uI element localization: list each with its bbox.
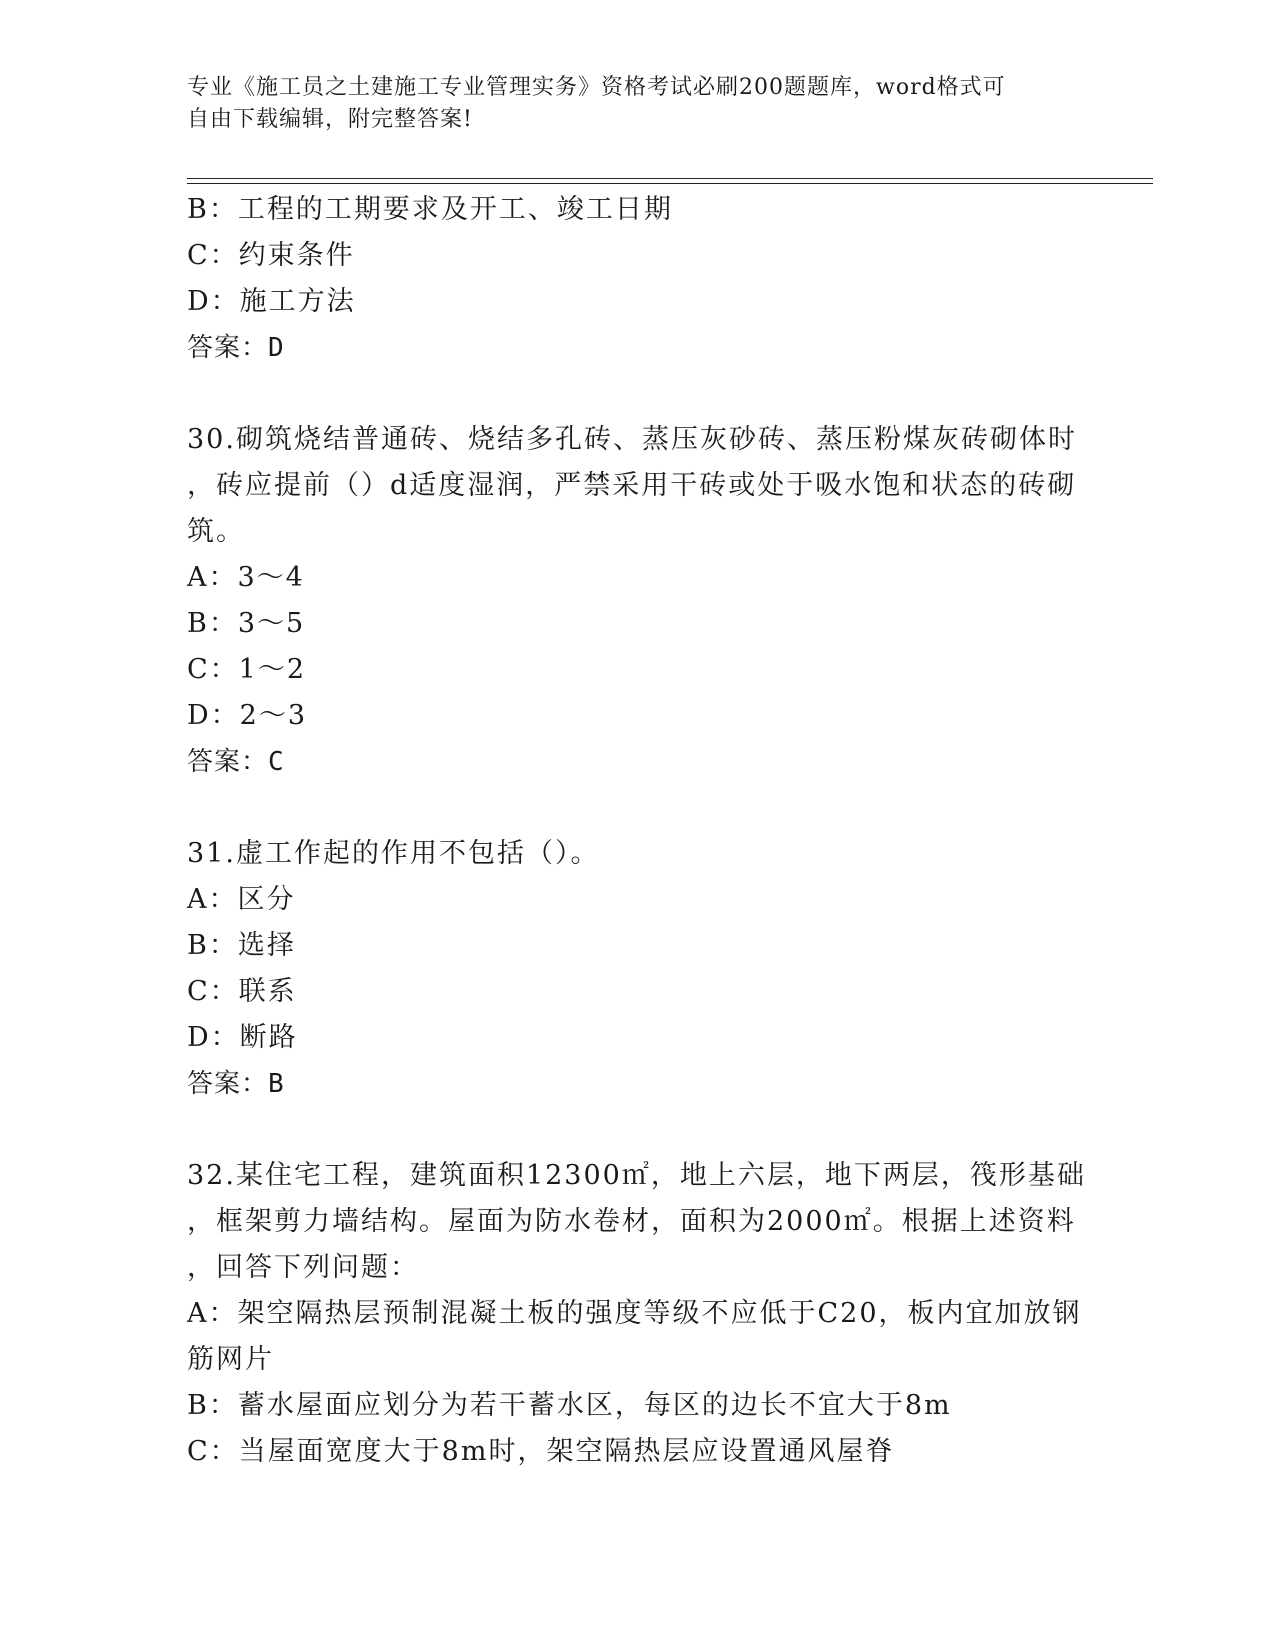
header-divider-top (187, 178, 1153, 179)
option-c: C：1～2 (187, 654, 307, 685)
question-stem: 30.砌筑烧结普通砖、烧结多孔砖、蒸压灰砂砖、蒸压粉煤灰砖砌体时 (187, 424, 1077, 455)
option-b: B：蓄水屋面应划分为若干蓄水区，每区的边长不宜大于8m (187, 1390, 952, 1421)
header-divider-bottom (187, 183, 1153, 184)
spacer (187, 371, 1087, 417)
question-29-tail (187, 187, 1087, 371)
option-b: B：工程的工期要求及开工、竣工日期 (187, 194, 673, 225)
option-b: B：3～5 (187, 608, 306, 639)
answer-line: 答案：D (187, 333, 285, 363)
question-32 (187, 1153, 1087, 1475)
option-a: A：3～4 (187, 562, 305, 593)
answer-line: 答案：C (187, 747, 285, 777)
header-line-2: 自由下载编辑，附完整答案! (187, 107, 473, 132)
question-stem: 31.虚工作起的作用不包括（）。 (187, 838, 600, 869)
option-b: B：选择 (187, 930, 296, 961)
question-stem: ，砖应提前（）d适度湿润，严禁采用干砖或处于吸水饱和状态的砖砌 (187, 470, 1077, 501)
spacer (187, 785, 1087, 831)
question-content (187, 187, 1087, 1475)
question-31 (187, 831, 1087, 1107)
option-c: C：联系 (187, 976, 297, 1007)
option-d: D：2～3 (187, 700, 308, 731)
question-stem: ，框架剪力墙结构。屋面为防水卷材，面积为2000㎡。根据上述资料 (187, 1206, 1076, 1237)
option-d: D：施工方法 (187, 286, 356, 317)
option-d: D：断路 (187, 1022, 298, 1053)
option-c: C：当屋面宽度大于8m时，架空隔热层应设置通风屋脊 (187, 1436, 895, 1467)
option-a: A：架空隔热层预制混凝土板的强度等级不应低于C20，板内宜加放钢 (187, 1298, 1082, 1329)
question-stem: ，回答下列问题： (187, 1252, 419, 1283)
question-stem: 32.某住宅工程，建筑面积12300㎡，地上六层，地下两层，筏形基础 (187, 1160, 1086, 1191)
question-30 (187, 417, 1087, 785)
option-a-continued: 筋网片 (187, 1344, 274, 1375)
question-stem: 筑。 (187, 516, 245, 547)
answer-line: 答案：B (187, 1069, 285, 1099)
option-a: A：区分 (187, 884, 296, 915)
spacer (187, 1107, 1087, 1153)
option-c: C：约束条件 (187, 240, 355, 271)
document-header (187, 72, 1067, 136)
header-line-1: 专业《施工员之土建施工专业管理实务》资格考试必刷200题题库，word格式可 (187, 75, 1006, 100)
